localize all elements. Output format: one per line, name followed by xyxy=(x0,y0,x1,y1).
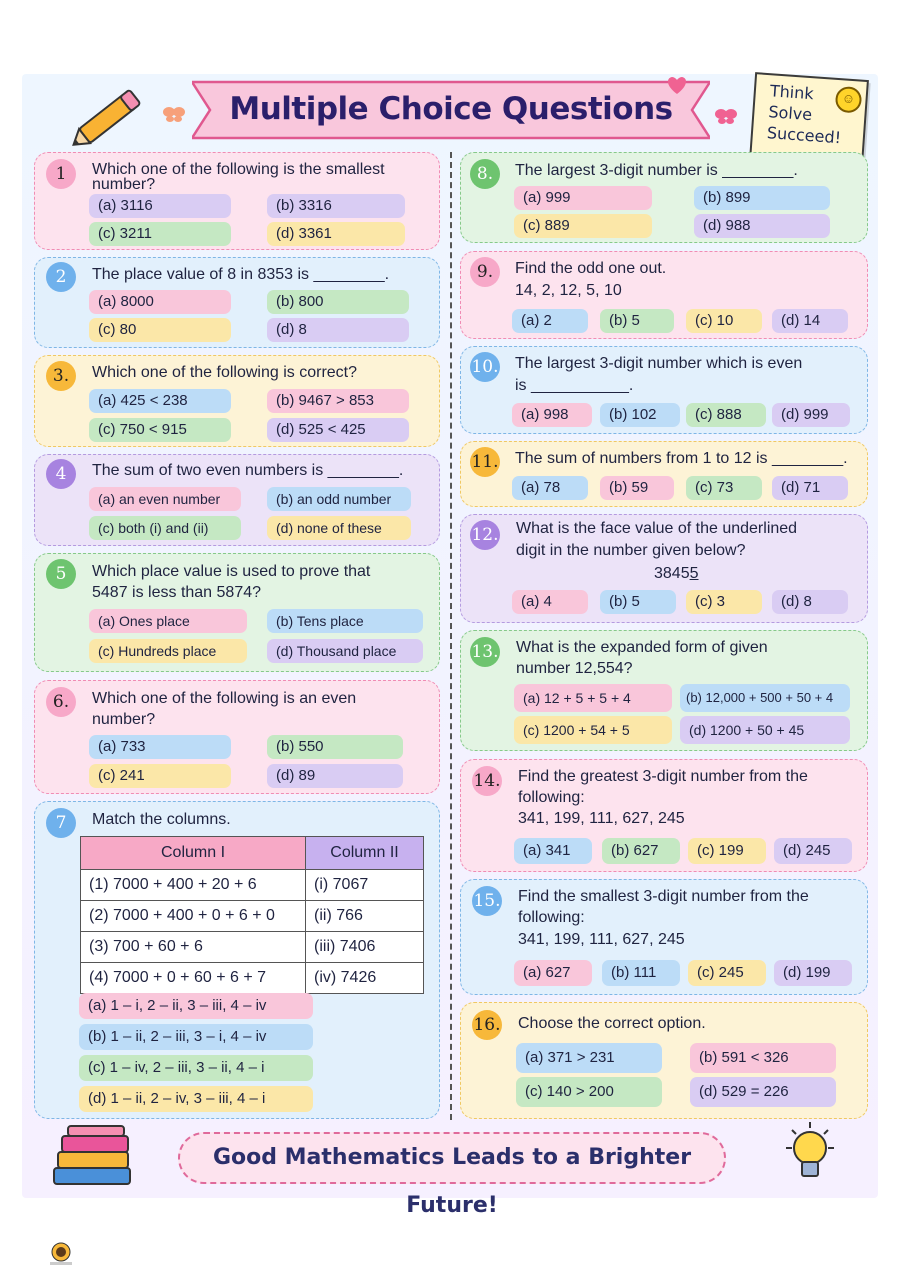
question-text: Find the odd one out. xyxy=(515,260,667,277)
option-d[interactable]: (d) 988 xyxy=(694,214,830,238)
option-d[interactable]: (d) 1200 + 50 + 45 xyxy=(680,716,850,744)
question-text: The sum of two even numbers is ________. xyxy=(92,462,404,479)
question-number: 7 xyxy=(46,808,76,838)
option-a[interactable]: (a) 78 xyxy=(512,476,588,500)
question-text: Which one of the following is the smallest xyxy=(92,161,385,178)
option-d[interactable]: (d) 245 xyxy=(774,838,852,864)
option-a[interactable]: (a) Ones place xyxy=(89,609,247,633)
question-text: 341, 199, 111, 627, 245 xyxy=(518,931,685,948)
question-number: 16. xyxy=(472,1010,502,1040)
question-text: Which one of the following is an even xyxy=(92,690,357,707)
lightbulb-icon xyxy=(782,1120,838,1192)
option-b[interactable]: (b) 1 – ii, 2 – iii, 3 – i, 4 – iv xyxy=(79,1024,313,1050)
note-line: Think xyxy=(769,81,815,104)
question-text: Which one of the following is correct? xyxy=(92,364,358,381)
option-c[interactable]: (c) 199 xyxy=(688,838,766,864)
option-b[interactable]: (b) 627 xyxy=(602,838,680,864)
question-text: Choose the correct option. xyxy=(518,1015,706,1032)
question-text: 14, 2, 12, 5, 10 xyxy=(515,282,622,299)
question-text: The sum of numbers from 1 to 12 is ________. xyxy=(515,450,848,467)
table-cell: (2) 7000 + 400 + 0 + 6 + 0 xyxy=(81,901,306,932)
option-c[interactable]: (c) 1 – iv, 2 – iii, 3 – ii, 4 – i xyxy=(79,1055,313,1081)
option-c[interactable]: (c) 750 < 915 xyxy=(89,418,231,442)
option-c[interactable]: (c) 241 xyxy=(89,764,231,788)
publisher-logo xyxy=(46,1241,76,1267)
option-c[interactable]: (c) 3211 xyxy=(89,222,231,246)
question-number: 8. xyxy=(470,159,500,189)
table-row xyxy=(81,963,424,994)
option-a[interactable]: (a) 999 xyxy=(514,186,652,210)
question-text: following: xyxy=(518,909,585,926)
option-a[interactable]: (a) 1 – i, 2 – ii, 3 – iii, 4 – iv xyxy=(79,993,313,1019)
option-c[interactable]: (c) 1200 + 54 + 5 xyxy=(514,716,672,744)
option-a[interactable]: (a) 12 + 5 + 5 + 4 xyxy=(514,684,672,712)
option-d[interactable]: (d) 3361 xyxy=(267,222,405,246)
question-number: 3. xyxy=(46,361,76,391)
footer-slogan: Good Mathematics Leads to a Brighter Future! xyxy=(178,1132,726,1184)
question-text: The largest 3-digit number which is even xyxy=(515,355,803,372)
column-header: Column I xyxy=(81,837,306,870)
table-cell: (ii) 766 xyxy=(306,901,424,932)
option-c[interactable]: (c) 10 xyxy=(686,309,762,333)
option-d[interactable]: (d) 199 xyxy=(774,960,852,986)
option-a[interactable]: (a) 627 xyxy=(514,960,592,986)
option-b[interactable]: (b) 102 xyxy=(600,403,680,427)
question-number: 10. xyxy=(470,352,500,382)
option-d[interactable]: (d) 89 xyxy=(267,764,403,788)
heart-icon xyxy=(664,74,690,96)
option-d[interactable]: (d) 8 xyxy=(772,590,848,614)
option-c[interactable]: (c) 3 xyxy=(686,590,762,614)
option-a[interactable]: (a) 8000 xyxy=(89,290,231,314)
option-b[interactable]: (b) 111 xyxy=(602,960,680,986)
butterfly-icon xyxy=(162,104,186,124)
option-d[interactable]: (d) none of these xyxy=(267,516,411,540)
question-text: is ___________. xyxy=(515,377,634,394)
table-cell: (3) 700 + 60 + 6 xyxy=(81,932,306,963)
table-cell: (4) 7000 + 0 + 60 + 6 + 7 xyxy=(81,963,306,994)
table-cell: (iv) 7426 xyxy=(306,963,424,994)
question-text: What is the expanded form of given xyxy=(516,639,768,656)
option-a[interactable]: (a) 341 xyxy=(514,838,592,864)
question-text: The place value of 8 in 8353 is ________. xyxy=(92,266,390,283)
option-c[interactable]: (c) 80 xyxy=(89,318,231,342)
option-b[interactable]: (b) 5 xyxy=(600,590,676,614)
match-table xyxy=(80,836,424,994)
question-number: 11. xyxy=(470,447,500,477)
question-text: number 12,554? xyxy=(516,660,633,677)
table-cell: (i) 7067 xyxy=(306,870,424,901)
option-c[interactable]: (c) Hundreds place xyxy=(89,639,247,663)
option-a[interactable]: (a) 425 < 238 xyxy=(89,389,231,413)
table-row xyxy=(81,932,424,963)
question-text: Find the greatest 3-digit number from the xyxy=(518,768,808,785)
question-text: 5487 is less than 5874? xyxy=(92,584,262,601)
option-b[interactable]: (b) 12,000 + 500 + 50 + 4 xyxy=(680,684,850,712)
question-number: 6. xyxy=(46,687,76,717)
question-number: 9. xyxy=(470,257,500,287)
option-c[interactable]: (c) 73 xyxy=(686,476,762,500)
butterfly-icon xyxy=(714,106,738,126)
option-d[interactable]: (d) 14 xyxy=(772,309,848,333)
option-b[interactable]: (b) 591 < 326 xyxy=(690,1043,836,1073)
question-text: digit in the number given below? xyxy=(516,542,746,559)
option-b[interactable]: (b) 550 xyxy=(267,735,403,759)
option-c[interactable]: (c) 888 xyxy=(686,403,766,427)
column-divider xyxy=(450,152,452,1120)
table-cell: (1) 7000 + 400 + 20 + 6 xyxy=(81,870,306,901)
table-row xyxy=(81,901,424,932)
option-c[interactable]: (c) 140 > 200 xyxy=(516,1077,662,1107)
option-b[interactable]: (b) 5 xyxy=(600,309,674,333)
option-a[interactable]: (a) 3116 xyxy=(89,194,231,218)
column-header: Column II xyxy=(306,837,424,870)
question-text: Match the columns. xyxy=(92,811,231,828)
option-b[interactable]: (b) 800 xyxy=(267,290,409,314)
question-number: 13. xyxy=(470,637,500,667)
option-b[interactable]: (b) 899 xyxy=(694,186,830,210)
underlined-digit: 5 xyxy=(689,565,699,582)
question-text: What is the face value of the underlined xyxy=(516,520,798,537)
table-cell: (iii) 7406 xyxy=(306,932,424,963)
question-text: Which place value is used to prove that xyxy=(92,563,371,580)
option-d[interactable]: (d) 1 – ii, 2 – iv, 3 – iii, 4 – i xyxy=(79,1086,313,1112)
option-a[interactable]: (a) 2 xyxy=(512,309,588,333)
question-text: Find the smallest 3-digit number from the xyxy=(518,888,809,905)
question-text: 341, 199, 111, 627, 245 xyxy=(518,810,685,827)
option-d[interactable]: (d) 525 < 425 xyxy=(267,418,409,442)
option-c[interactable]: (c) 245 xyxy=(688,960,766,986)
question-text: The largest 3-digit number is ________. xyxy=(515,162,798,179)
option-d[interactable]: (d) 71 xyxy=(772,476,848,500)
option-a[interactable]: (a) 4 xyxy=(512,590,588,614)
question-number: 12. xyxy=(470,520,500,550)
question-number: 2 xyxy=(46,262,76,292)
number-digits: 3845 xyxy=(654,565,690,582)
books-icon xyxy=(46,1124,136,1190)
option-b[interactable]: (b) 9467 > 853 xyxy=(267,389,409,413)
option-d[interactable]: (d) 529 = 226 xyxy=(690,1077,836,1107)
option-a[interactable]: (a) 998 xyxy=(512,403,592,427)
option-b[interactable]: (b) 59 xyxy=(600,476,674,500)
page-title: Multiple Choice Questions xyxy=(229,91,673,127)
note-line: Solve xyxy=(767,102,813,125)
note-line: Succeed! xyxy=(766,123,842,148)
option-c[interactable]: (c) both (i) and (ii) xyxy=(89,516,241,540)
question-number: 5 xyxy=(46,559,76,589)
question-number: 14. xyxy=(472,766,502,796)
question-number: 4 xyxy=(46,459,76,489)
pencil-icon xyxy=(64,84,154,150)
option-b[interactable]: (b) 3316 xyxy=(267,194,405,218)
table-row xyxy=(81,870,424,901)
option-b[interactable]: (b) an odd number xyxy=(267,487,411,511)
option-a[interactable]: (a) an even number xyxy=(89,487,241,511)
option-a[interactable]: (a) 371 > 231 xyxy=(516,1043,662,1073)
option-d[interactable]: (d) 8 xyxy=(267,318,409,342)
option-b[interactable]: (b) Tens place xyxy=(267,609,423,633)
question-number: 1 xyxy=(46,159,76,189)
given-number xyxy=(654,563,699,585)
question-number: 15. xyxy=(472,886,502,916)
option-d[interactable]: (d) Thousand place xyxy=(267,639,423,663)
question-text: number? xyxy=(92,176,156,193)
option-c[interactable]: (c) 889 xyxy=(514,214,652,238)
question-text: number? xyxy=(92,711,156,728)
option-a[interactable]: (a) 733 xyxy=(89,735,231,759)
smiley-icon: ☺ xyxy=(835,86,863,114)
option-d[interactable]: (d) 999 xyxy=(772,403,850,427)
question-text: following: xyxy=(518,789,585,806)
